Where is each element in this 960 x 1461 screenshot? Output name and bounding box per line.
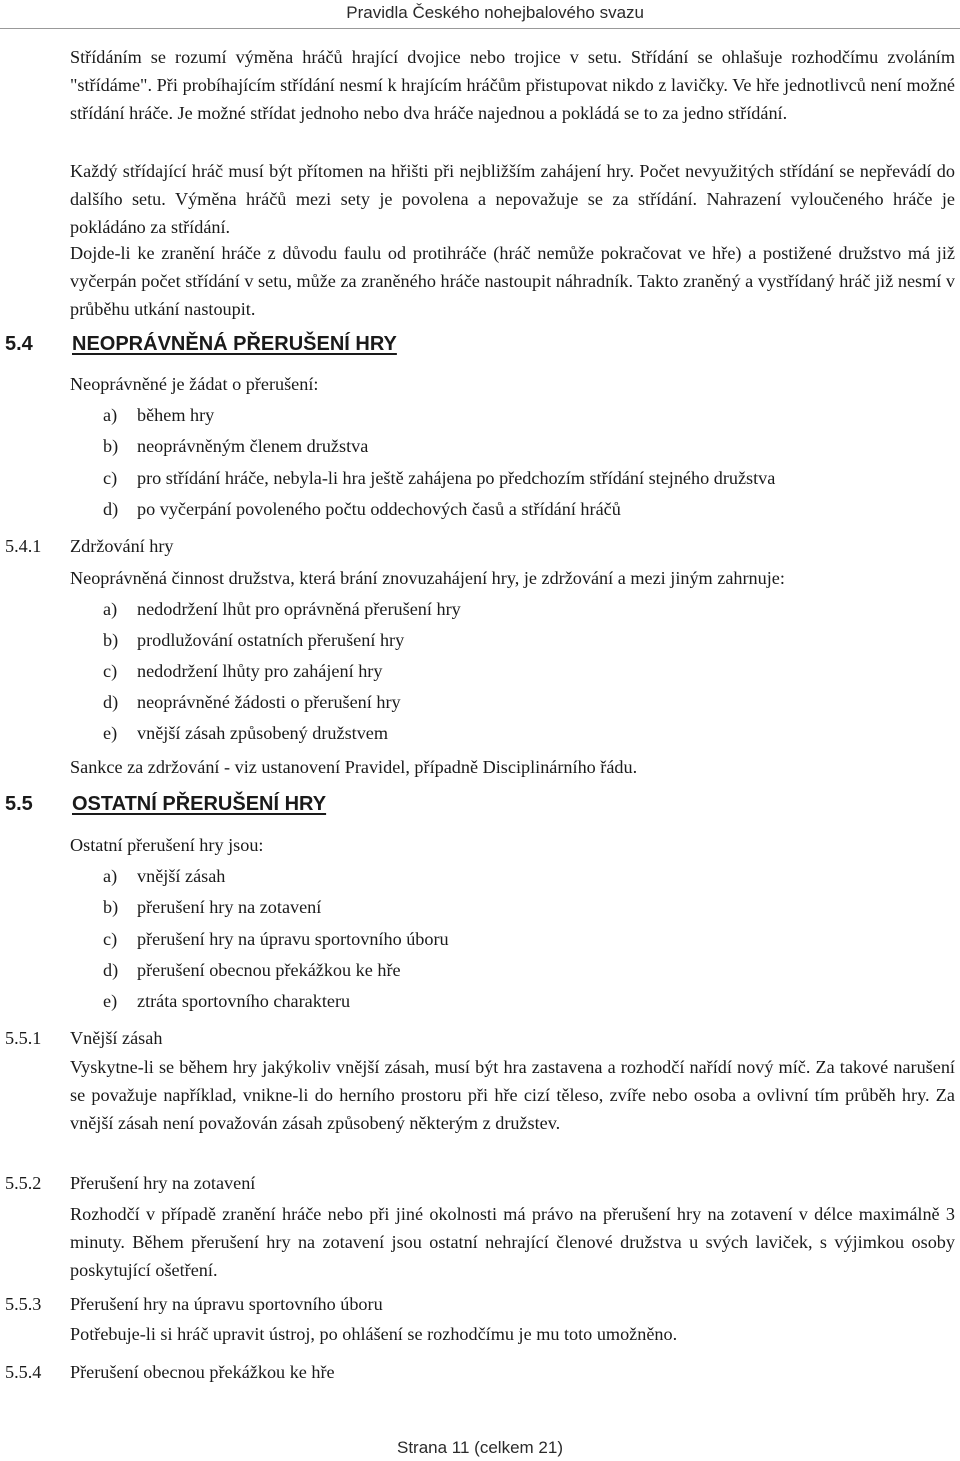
item-text: po vyčerpání povoleného počtu oddechových časů a střídání hráčů <box>137 499 621 519</box>
section-title: OSTATNÍ PŘERUŠENÍ HRY <box>72 793 327 815</box>
item-letter: b) <box>103 897 119 917</box>
item-letter: e) <box>103 723 118 743</box>
item-text: přerušení hry na úpravu sportovního úboru <box>137 929 449 949</box>
item-letter: c) <box>103 661 118 681</box>
subsection-title: Přerušení hry na úpravu sportovního úboru <box>70 1294 383 1314</box>
subsection-lead: Neoprávněná činnost družstva, která brání znovuzahájení hry, je zdržování a mezi jiným zahrnuje: <box>70 568 785 588</box>
item-text: během hry <box>137 405 215 425</box>
item-text: pro střídání hráče, nebyla-li hra ještě zahájena po předchozím střídání stejného družstva <box>137 468 776 488</box>
paragraph-external-interference: Vyskytne-li se během hry jakýkoliv vnější zásah, musí být hra zastavena a rozhodčí nařídí nový míč. Za takové narušení se považuje například, vnikne-li do herního prostoru při hře cizí těleso, zvíře nebo osoba a ovlivní tím průběh hry. Za vnější zásah není považován zásah způsobený některým z družstev. <box>70 1057 955 1133</box>
sanction-note: Sankce za zdržování - viz ustanovení Pravidel, případně Disciplinárního řádu. <box>70 757 638 777</box>
item-letter: a) <box>103 866 118 886</box>
list-item <box>103 595 461 623</box>
list-item <box>103 987 350 1015</box>
item-text: prodlužování ostatních přerušení hry <box>137 630 405 650</box>
paragraph-substitution: Střídáním se rozumí výměna hráčů hrající dvojice nebo trojice v setu. Střídání se ohlašuje rozhodčímu zvoláním "střídáme". Při probíhajícím střídání nesmí k hrajícím hráčům přistupovat nikdo z lavičky. Ve hře jednotlivců není možné střídání hráče. Je možné střídat jednoho nebo dva hráče najednou a pokládá se to za jedno střídání. <box>70 47 955 123</box>
list-item <box>103 464 775 492</box>
item-letter: a) <box>103 405 118 425</box>
item-letter: c) <box>103 468 118 488</box>
item-letter: a) <box>103 599 118 619</box>
item-letter: d) <box>103 499 119 519</box>
item-text: přerušení obecnou překážkou ke hře <box>137 960 401 980</box>
subsection-title: Vnější zásah <box>70 1028 163 1048</box>
list-item <box>103 432 368 460</box>
subsection-number: 5.5.2 <box>5 1173 42 1193</box>
running-header: Pravidla Českého nohejbalového svazu <box>346 3 644 22</box>
subsection-title: Přerušení hry na zotavení <box>70 1173 256 1193</box>
subsection-number: 5.4.1 <box>5 536 42 556</box>
header-rule <box>0 28 960 29</box>
item-text: přerušení hry na zotavení <box>137 897 322 917</box>
item-text: nedodržení lhůty pro zahájení hry <box>137 661 383 681</box>
list-item <box>103 495 621 523</box>
item-letter: d) <box>103 692 119 712</box>
section-lead: Neoprávněné je žádat o přerušení: <box>70 374 319 394</box>
list-item <box>103 956 401 984</box>
section-lead: Ostatní přerušení hry jsou: <box>70 835 264 855</box>
list-item <box>103 719 388 747</box>
subsection-title: Zdržování hry <box>70 536 174 556</box>
list-item <box>103 862 225 890</box>
item-letter: c) <box>103 929 118 949</box>
paragraph-recovery-break: Rozhodčí v případě zranění hráče nebo při jiné okolnosti má právo na přerušení hry na zotavení v délce maximálně 3 minuty. Během přerušení hry na zotavení jsou ostatní nehrající členové družstva u svých laviček, s výjimkou osoby poskytující ošetření. <box>70 1204 955 1280</box>
paragraph-substitute-presence: Každý střídající hráč musí být přítomen na hřišti při nejbližším zahájení hry. Počet nevyužitých střídání se nepřevádí do dalšího setu. Výměna hráčů mezi sety je povolena a nepovažuje se za střídání. Nahrazení vyloučeného hráče je pokládáno za střídání. <box>70 161 955 237</box>
list-item <box>103 688 401 716</box>
paragraph-equipment-adjustment: Potřebuje-li si hráč upravit ústroj, po ohlášení se rozhodčímu je mu toto umožněno. <box>70 1324 678 1344</box>
item-letter: e) <box>103 991 118 1011</box>
item-text: neoprávněné žádosti o přerušení hry <box>137 692 401 712</box>
item-text: vnější zásah způsobený družstvem <box>137 723 389 743</box>
item-text: vnější zásah <box>137 866 226 886</box>
item-text: ztráta sportovního charakteru <box>137 991 351 1011</box>
subsection-number: 5.5.4 <box>5 1362 42 1382</box>
page-footer: Strana 11 (celkem 21) <box>397 1438 563 1457</box>
list-item <box>103 925 449 953</box>
list-item <box>103 401 214 429</box>
section-number: 5.4 <box>5 333 33 355</box>
item-letter: b) <box>103 436 119 456</box>
list-item <box>103 626 404 654</box>
item-letter: d) <box>103 960 119 980</box>
paragraph-injury: Dojde-li ke zranění hráče z důvodu faulu od protihráče (hráč nemůže pokračovat ve hře) a postižené družstvo má již vyčerpán počet střídání v setu, může za zraněného hráče nastoupit náhradník. Takto zraněný a vystřídaný hráč již nesmí v průběhu utkání nastoupit. <box>70 243 955 319</box>
item-letter: b) <box>103 630 119 650</box>
subsection-number: 5.5.1 <box>5 1028 42 1048</box>
list-item <box>103 657 382 685</box>
subsection-title: Přerušení obecnou překážkou ke hře <box>70 1362 335 1382</box>
item-text: neoprávněným členem družstva <box>137 436 369 456</box>
subsection-number: 5.5.3 <box>5 1294 42 1314</box>
item-text: nedodržení lhůt pro oprávněná přerušení hry <box>137 599 461 619</box>
section-title: NEOPRÁVNĚNÁ PŘERUŠENÍ HRY <box>72 333 397 355</box>
list-item <box>103 893 321 921</box>
section-number: 5.5 <box>5 793 33 815</box>
